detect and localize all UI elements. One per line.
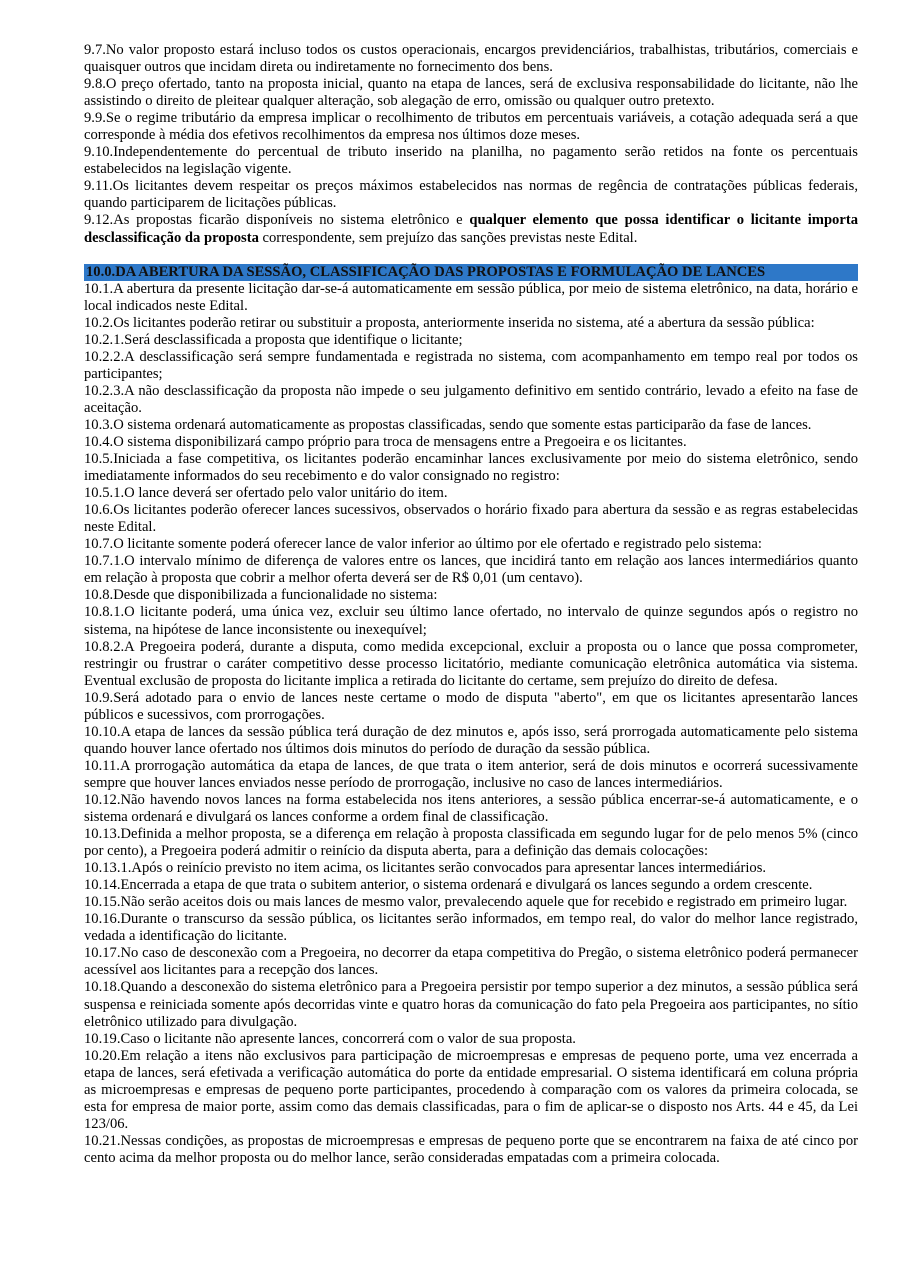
clause-paragraph: 10.13.Definida a melhor proposta, se a diferença em relação à proposta classificada em segundo lugar for de pelo menos 5% (cinco por cento), a Pregoeira poderá admitir o reinício da disputa aberta, para a definição das demais colocações: [84,826,858,860]
item-9-12-bold: qualquer elemento que possa identificar o licitante importa desclassificação da proposta [84,212,858,246]
clause-paragraph: 9.7.No valor proposto estará incluso todos os custos operacionais, encargos previdenciários, trabalhistas, tributários, comerciais e quaisquer outros que incidam direta ou indiretamente no fornecimento dos bens. [84,42,858,76]
clause-paragraph: 10.12.Não havendo novos lances na forma estabelecida nos itens anteriores, a sessão pública encerrar-se-á automaticamente, e o sistema ordenará e divulgará os lances conforme a ordem final de classificação. [84,791,858,826]
clause-paragraph: 10.7.O licitante somente poderá oferecer lance de valor inferior ao último por ele ofertado e registrado pelo sistema: [84,536,762,553]
clause-paragraph: 10.10.A etapa de lances da sessão pública terá duração de dez minutos e, após isso, será prorrogada automaticamente pelo sistema quando houver lance ofertado nos últimos dois minutos do período de duração da sessão pública. [84,723,858,757]
clause-paragraph: 10.8.Desde que disponibilizada a funcionalidade no sistema: [84,587,438,604]
clause-paragraph: 10.5.1.O lance deverá ser ofertado pelo valor unitário do item. [84,485,448,502]
document-page [84,42,858,1167]
item-9-12 [84,212,858,246]
clause-paragraph: 10.2.2.A desclassificação será sempre fundamentada e registrada no sistema, com acompanhamento em tempo real por todos os participantes; [84,348,858,382]
clause-paragraph: 10.9.Será adotado para o envio de lances neste certame o modo de disputa "aberto", em que os licitantes apresentarão lances públicos e sucessivos, com prorrogações. [84,689,858,723]
clause-paragraph: 10.15.Não serão aceitos dois ou mais lances de mesmo valor, prevalecendo aquele que for recebido e registrado em primeiro lugar. [84,894,848,911]
clause-paragraph: 10.7.1.O intervalo mínimo de diferença de valores entre os lances, que incidirá tanto em relação aos lances intermediários quanto em relação à proposta que cobrir a melhor oferta deverá ser de R$ 0,01 (um centavo). [84,553,858,587]
section-9-items [84,42,858,212]
clause-paragraph: 9.11.Os licitantes devem respeitar os preços máximos estabelecidos nas normas de regência de contratações públicas federais, quando participarem de licitações públicas. [84,178,858,212]
clause-paragraph: 10.2.1.Será desclassificada a proposta que identifique o licitante; [84,331,463,348]
clause-paragraph: 10.21.Nessas condições, as propostas de microempresas e empresas de pequeno porte que se encontrarem na faixa de até cinco por cento acima da melhor proposta ou do melhor lance, serão consideradas empatadas com a primeira colocada. [84,1132,858,1166]
clause-paragraph: 10.1.A abertura da presente licitação dar-se-á automaticamente em sessão pública, por meio de sistema eletrônico, na data, horário e local indicados neste Edital. [84,280,858,314]
clause-paragraph: 10.4.O sistema disponibilizará campo próprio para troca de mensagens entre a Pregoeira e os licitantes. [84,433,687,450]
spacer [84,247,858,264]
clause-paragraph: 9.9.Se o regime tributário da empresa implicar o recolhimento de tributos em percentuais variáveis, a cotação adequada será a que corresponde à média dos efetivos recolhimentos da empresa nos últimos doze meses. [84,110,858,144]
item-9-12-text: 9.12.As propostas ficarão disponíveis no sistema eletrônico e [84,212,470,229]
clause-paragraph: 10.11.A prorrogação automática da etapa de lances, de que trata o item anterior, será de dois minutos e ocorrerá sucessivamente sempre que houver lances enviados nesse período de prorrogação, inclusive no caso de lances intermediários. [84,757,858,791]
clause-paragraph: 10.13.1.Após o reinício previsto no item acima, os licitantes serão convocados para apresentar lances intermediários. [84,860,767,877]
clause-paragraph: 10.19.Caso o licitante não apresente lances, concorrerá com o valor de sua proposta. [84,1030,576,1047]
clause-paragraph: 10.18.Quando a desconexão do sistema eletrônico para a Pregoeira persistir por tempo superior a dez minutos, a sessão pública será suspensa e reiniciada somente após decorridas vinte e quatro horas da comunicação do fato pela Pregoeira aos participantes, no sítio eletrônico utilizado para divulgação. [84,979,858,1030]
clause-paragraph: 10.2.3.A não desclassificação da proposta não impede o seu julgamento definitivo em sentido contrário, levado a efeito na fase de aceitação. [84,382,858,416]
clause-paragraph: 10.20.Em relação a itens não exclusivos para participação de microempresas e empresas de pequeno porte, uma vez encerrada a etapa de lances, será efetivada a verificação automática do porte da entidade empresarial. O sistema identificará em coluna própria as microempresas e empresas de pequeno porte participantes, procedendo à comparação com os valores da primeira colocada, se esta for empresa de maior porte, assim como das demais classificadas, para o fim de aplicar-se o disposto nos Arts. 44 e 45, da Lei 123/06. [84,1047,858,1132]
clause-paragraph: 10.8.2.A Pregoeira poderá, durante a disputa, como medida excepcional, excluir a proposta ou o lance que possa comprometer, restringir ou frustrar o caráter competitivo desse processo licitatório, mediante comunicação eletrônica automática via sistema. Eventual exclusão de proposta do licitante implica a retirada do licitante do certame, sem prejuízo do direito de defesa. [84,638,858,689]
clause-paragraph: 10.16.Durante o transcurso da sessão pública, os licitantes serão informados, em tempo real, do valor do melhor lance registrado, vedada a identificação do licitante. [84,911,858,945]
clause-paragraph: 10.6.Os licitantes poderão oferecer lances sucessivos, observados o horário fixado para abertura da sessão e as regras estabelecidas neste Edital. [84,502,858,536]
clause-paragraph: 9.10.Independentemente do percentual de tributo inserido na planilha, no pagamento serão retidos na fonte os percentuais estabelecidos na legislação vigente. [84,144,858,178]
clause-paragraph: 10.8.1.O licitante poderá, uma única vez, excluir seu último lance ofertado, no intervalo de quinze segundos após o registro no sistema, na hipótese de lance inconsistente ou inexequível; [84,604,858,638]
clause-paragraph: 10.3.O sistema ordenará automaticamente as propostas classificadas, sendo que somente estas participarão da fase de lances. [84,416,812,433]
clause-paragraph: 9.8.O preço ofertado, tanto na proposta inicial, quanto na etapa de lances, será de exclusiva responsabilidade do licitante, não lhe assistindo o direito de pleitear qualquer alteração, sob alegação de erro, omissão ou qualquer outro pretexto. [84,76,858,110]
clause-paragraph: 10.14.Encerrada a etapa de que trata o subitem anterior, o sistema ordenará e divulgará os lances segundo a ordem crescente. [84,877,813,894]
clause-paragraph: 10.5.Iniciada a fase competitiva, os licitantes poderão encaminhar lances exclusivamente por meio do sistema eletrônico, sendo imediatamente informados do seu recebimento e do valor consignado no registro: [84,451,858,485]
item-9-12-text-end: correspondente, sem prejuízo das sanções previstas neste Edital. [258,229,638,246]
section-10-heading: 10.0.DA ABERTURA DA SESSÃO, CLASSIFICAÇÃO DAS PROPOSTAS E FORMULAÇÃO DE LANCES [84,264,858,281]
section-10-items [84,281,858,1167]
clause-paragraph: 10.2.Os licitantes poderão retirar ou substituir a proposta, anteriormente inserida no sistema, até a abertura da sessão pública: [84,314,815,331]
clause-paragraph: 10.17.No caso de desconexão com a Pregoeira, no decorrer da etapa competitiva do Pregão, o sistema eletrônico poderá permanecer acessível aos licitantes para a recepção dos lances. [84,945,858,979]
